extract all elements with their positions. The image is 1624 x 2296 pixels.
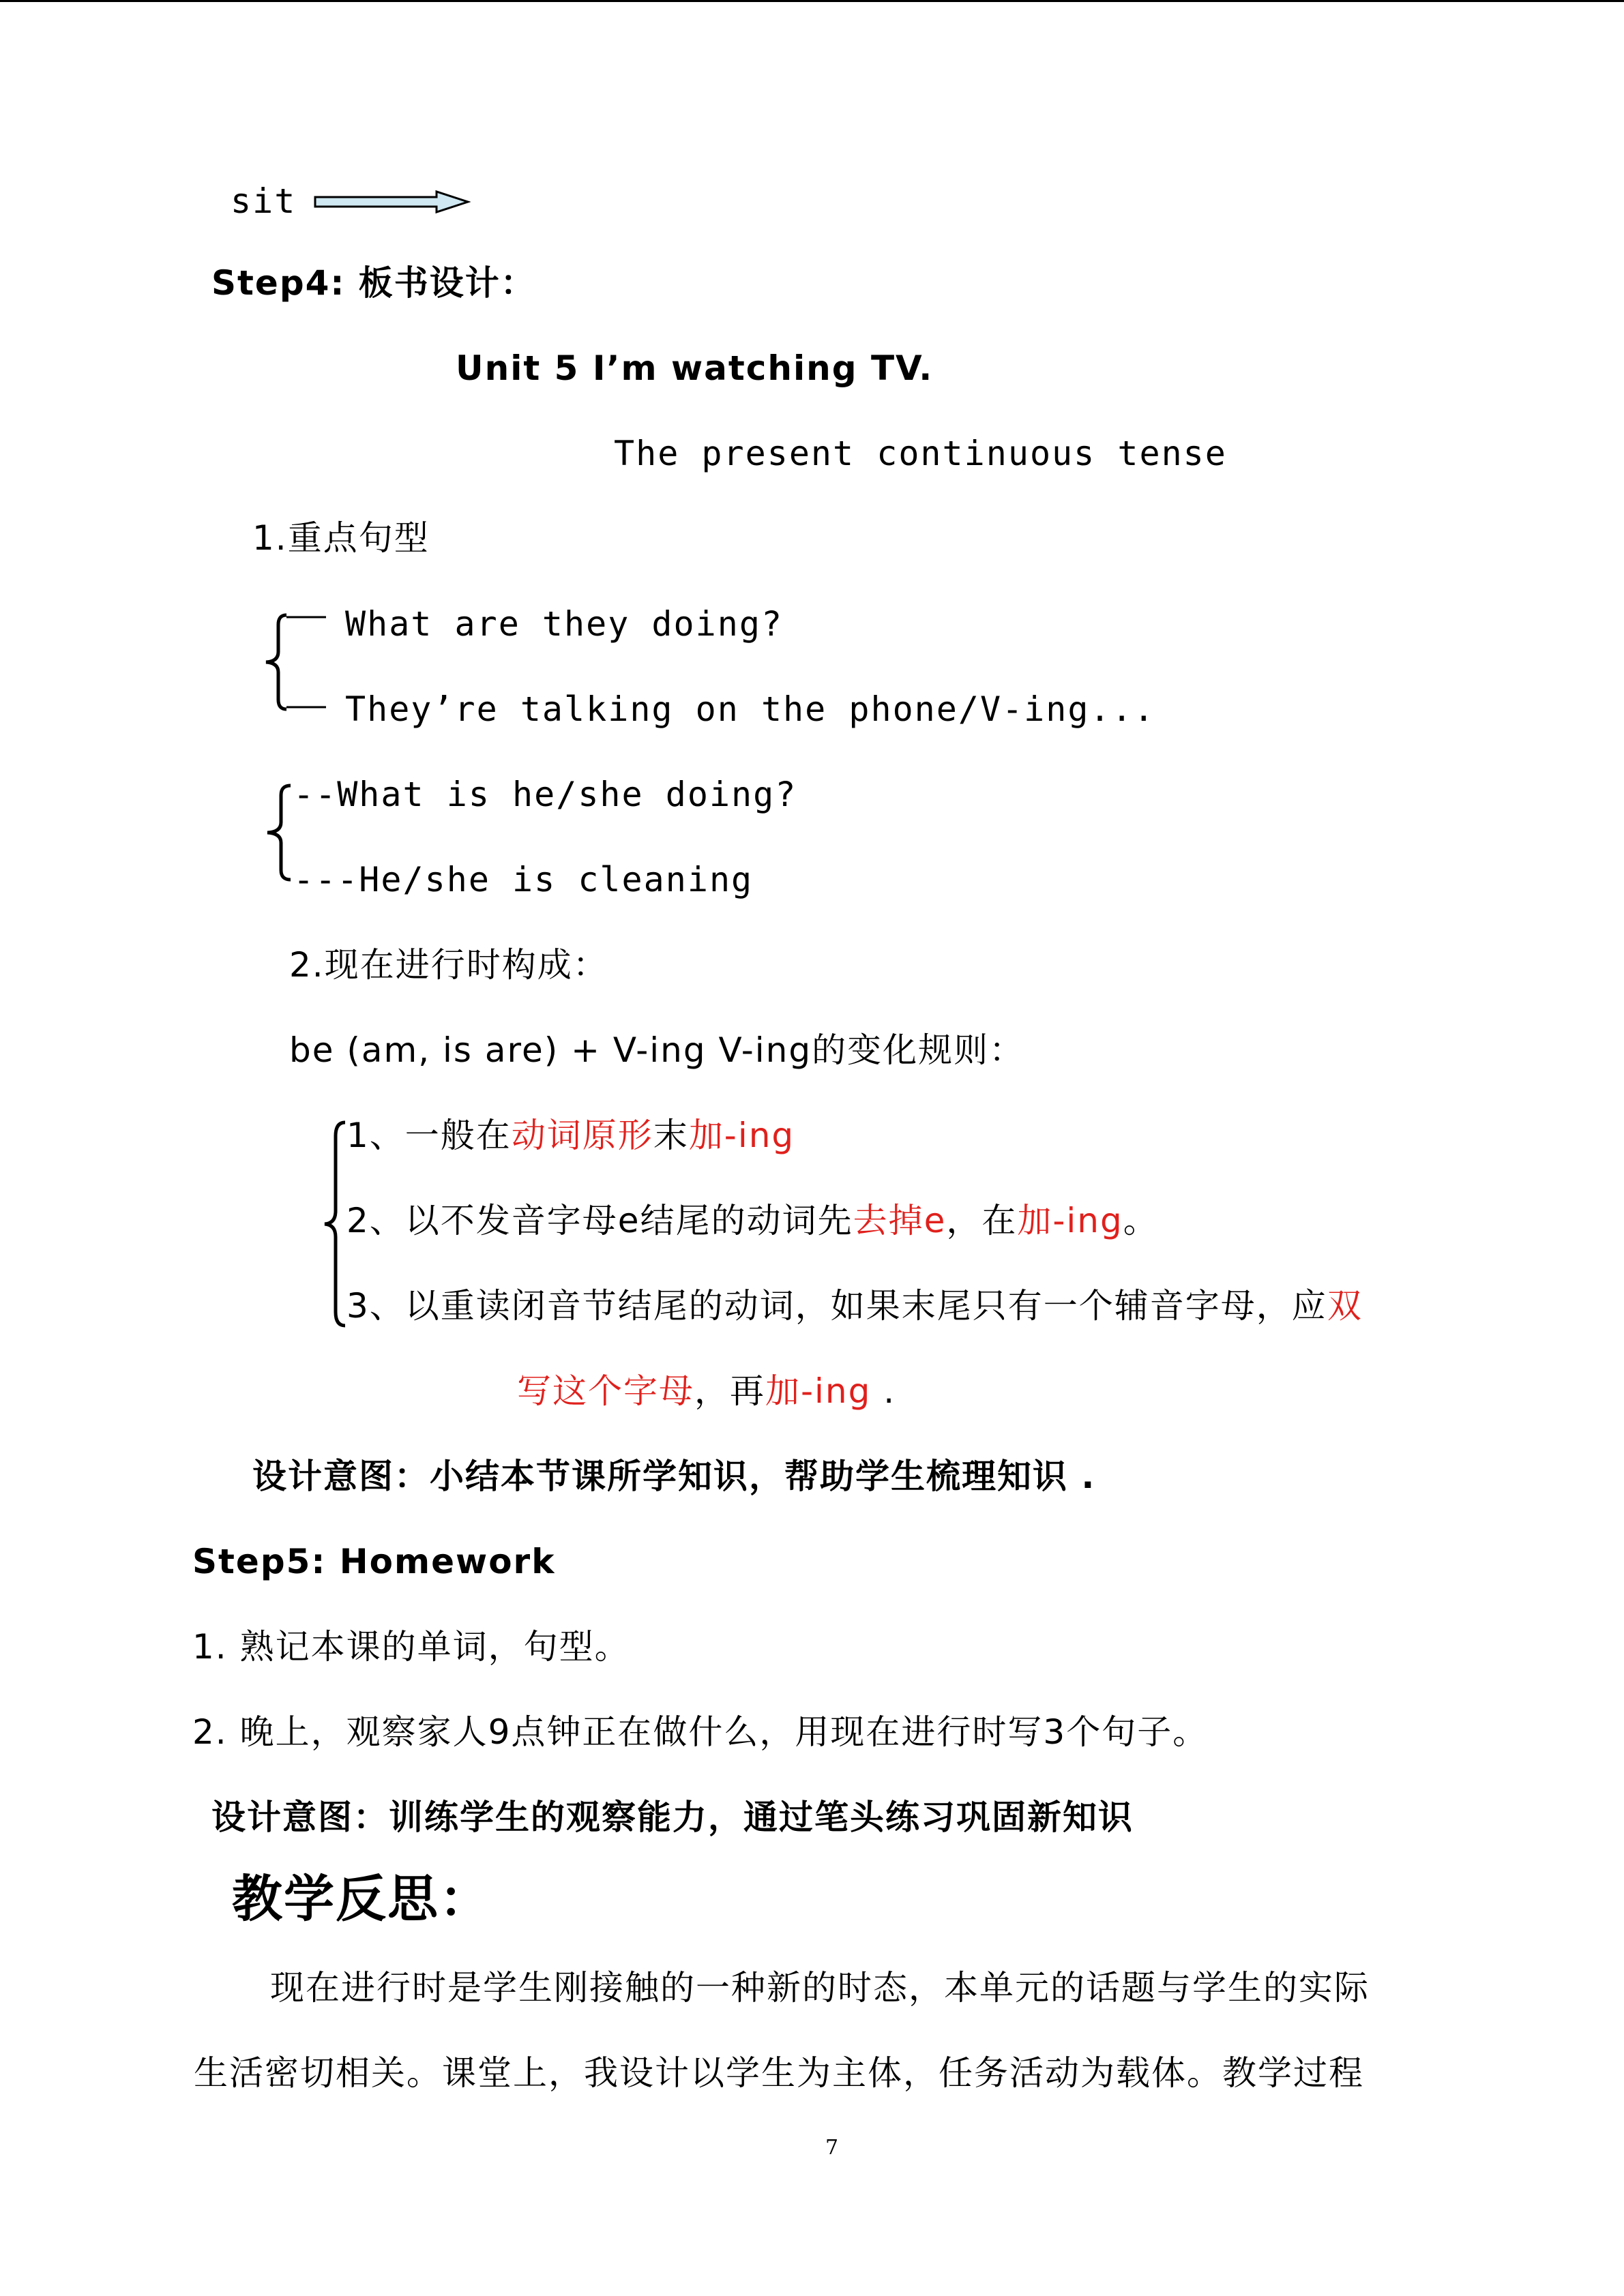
rule-3-continued: 写这个字母，再加-ing . xyxy=(517,1371,896,1411)
question-he-she: --What is he/she doing? xyxy=(293,775,797,814)
reflection-line-2: 生活密切相关。课堂上，我设计以学生为主体，任务活动为载体。教学过程 xyxy=(194,2053,1364,2093)
unit-subtitle: The present continuous tense xyxy=(614,434,1227,473)
step5-intent: 设计意图：训练学生的观察能力，通过笔头练习巩固新知识 xyxy=(211,1798,1134,1837)
reflection-line-1: 现在进行时是学生刚接触的一种新的时态，本单元的话题与学生的实际 xyxy=(270,1968,1370,2008)
page-top-border xyxy=(0,0,1624,2)
formation-title: 2.现在进行时构成： xyxy=(289,945,608,985)
page-number: 7 xyxy=(825,2136,839,2160)
question-they: What are they doing? xyxy=(345,604,784,644)
right-arrow-icon xyxy=(314,190,471,214)
step4-intent: 设计意图：小结本节课所学知识，帮助学生梳理知识 . xyxy=(252,1457,1096,1496)
key-sentences-title: 1.重点句型 xyxy=(252,518,430,558)
rule-3: 3、以重读闭音节结尾的动词，如果末尾只有一个辅音字母，应双 xyxy=(346,1286,1363,1326)
answer-they: They’re talking on the phone/V-ing... xyxy=(345,689,1155,729)
reflection-heading: 教学反思： xyxy=(232,1870,491,1928)
answer-he-she: ---He/she is cleaning xyxy=(293,860,754,899)
rule-1: 1、一般在动词原形末加-ing xyxy=(346,1116,795,1155)
unit-title: Unit 5 I’m watching TV. xyxy=(456,348,934,388)
step5-heading: Step5: Homework xyxy=(192,1542,556,1581)
homework-item-1: 1. 熟记本课的单词，句型。 xyxy=(192,1627,630,1667)
step4-heading: Step4: 板书设计： xyxy=(211,263,536,303)
brace-group-1 xyxy=(261,611,336,713)
homework-item-2: 2. 晚上，观察家人9点钟正在做什么，用现在进行时写3个句子。 xyxy=(192,1712,1209,1752)
rule-2: 2、以不发音字母e结尾的动词先去掉e，在加-ing。 xyxy=(346,1201,1159,1240)
formation-formula: be (am, is are) + V-ing V-ing的变化规则： xyxy=(289,1030,1025,1070)
word-sit: sit xyxy=(231,181,297,221)
